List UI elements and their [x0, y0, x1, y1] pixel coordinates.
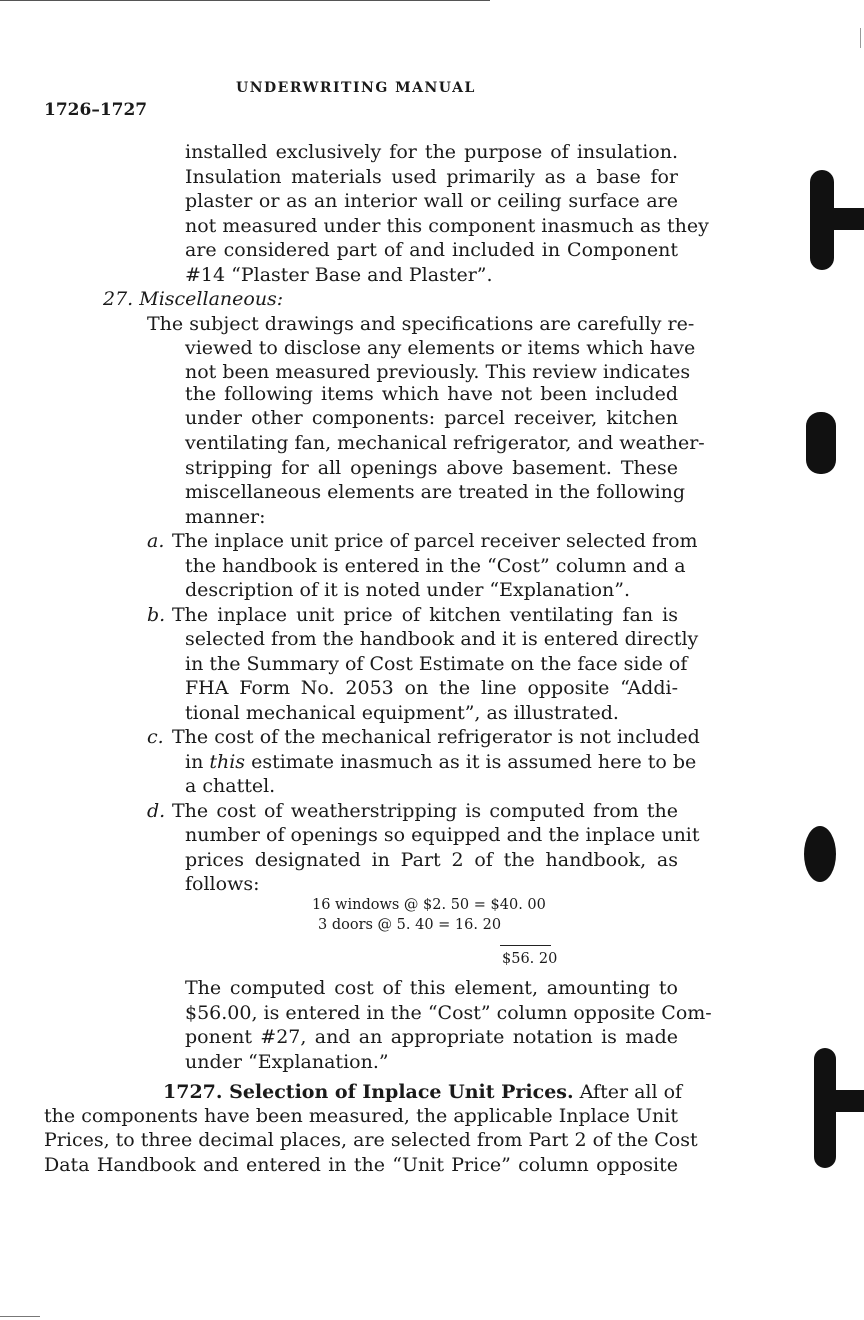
text-line: The inplace unit price of parcel receiver selected from — [172, 530, 698, 552]
text-span: After all of — [579, 1081, 683, 1103]
text-line — [185, 750, 697, 774]
edge-mark — [860, 28, 861, 48]
text-span: estimate inasmuch as it is assumed here to be — [245, 751, 697, 773]
text-line: not measured under this component inasmuch as they — [185, 215, 709, 237]
text-line: prices designated in Part 2 of the handbook, as — [185, 849, 678, 871]
text-line: The inplace unit price of kitchen ventilating fan is — [172, 604, 678, 626]
item-letter: a. — [147, 530, 165, 552]
page-number: 1726–1727 — [44, 100, 148, 120]
sum-rule — [500, 945, 551, 946]
running-header: UNDERWRITING MANUAL — [236, 80, 476, 96]
bottom-rule — [0, 1316, 40, 1317]
text-line: in the Summary of Cost Estimate on the face side of — [185, 653, 688, 675]
text-line: installed exclusively for the purpose of insulation. — [185, 141, 678, 163]
item-letter: c. — [147, 726, 164, 748]
text-line: The computed cost of this element, amounting to — [185, 977, 678, 999]
item-letter: b. — [147, 604, 166, 626]
text-line: Prices, to three decimal places, are selected from Part 2 of the Cost — [44, 1129, 698, 1151]
text-line: $56.00, is entered in the “Cost” column opposite Com- — [185, 1002, 712, 1024]
section-heading: 27. Miscellaneous: — [103, 288, 284, 310]
text-line: The cost of the mechanical refrigerator is not included — [172, 726, 700, 748]
text-line: stripping for all openings above basement. These — [185, 457, 678, 479]
text-line: Data Handbook and entered in the “Unit Price” column opposite — [44, 1154, 678, 1176]
text-line: The subject drawings and specifications are carefully re- — [147, 313, 695, 335]
thumb-index-mark-dot — [804, 826, 836, 882]
text-line: are considered part of and included in Component — [185, 239, 678, 261]
text-line: description of it is noted under “Explanation”. — [185, 579, 631, 601]
thumb-index-mark-middle — [806, 412, 836, 474]
text-line: not been measured previously. This review indicates — [185, 361, 691, 383]
text-line: Insulation materials used primarily as a base for — [185, 166, 678, 188]
top-rule — [0, 0, 490, 1]
text-span: in — [185, 751, 210, 773]
text-line: #14 “Plaster Base and Plaster”. — [185, 264, 493, 286]
section-heading: 1727. Selection of Inplace Unit Prices. — [163, 1081, 574, 1103]
item-letter: d. — [147, 800, 166, 822]
text-line: follows: — [185, 873, 260, 895]
text-line: manner: — [185, 506, 266, 528]
calc-row-doors: 3 doors @ 5. 40 = 16. 20 — [318, 917, 502, 933]
text-line: plaster or as an interior wall or ceiling surface are — [185, 190, 678, 212]
text-line: FHA Form No. 2053 on the line opposite “Addi- — [185, 677, 678, 699]
text-line: the following items which have not been included — [185, 383, 678, 405]
text-line: The cost of weatherstripping is computed from the — [172, 800, 678, 822]
text-line: miscellaneous elements are treated in the following — [185, 481, 686, 503]
text-line: ponent #27, and an appropriate notation is made — [185, 1026, 678, 1048]
text-line: ventilating fan, mechanical refrigerator, and weather- — [185, 432, 705, 454]
calc-row-windows: 16 windows @ $2. 50 = $40. 00 — [312, 897, 546, 913]
text-line: a chattel. — [185, 775, 276, 797]
text-line: under “Explanation.” — [185, 1051, 389, 1073]
text-line: the handbook is entered in the “Cost” column and a — [185, 555, 686, 577]
emphasis: this — [209, 751, 246, 773]
text-line: under other components: parcel receiver, kitchen — [185, 407, 678, 429]
text-line: viewed to disclose any elements or items which have — [185, 337, 696, 359]
text-line: selected from the handbook and it is entered directly — [185, 628, 699, 650]
text-line — [163, 1080, 683, 1104]
calc-total: $56. 20 — [502, 951, 558, 967]
text-line: number of openings so equipped and the inplace unit — [185, 824, 700, 846]
text-line: the components have been measured, the applicable Inplace Unit — [44, 1105, 678, 1127]
text-line: tional mechanical equipment”, as illustrated. — [185, 702, 619, 724]
